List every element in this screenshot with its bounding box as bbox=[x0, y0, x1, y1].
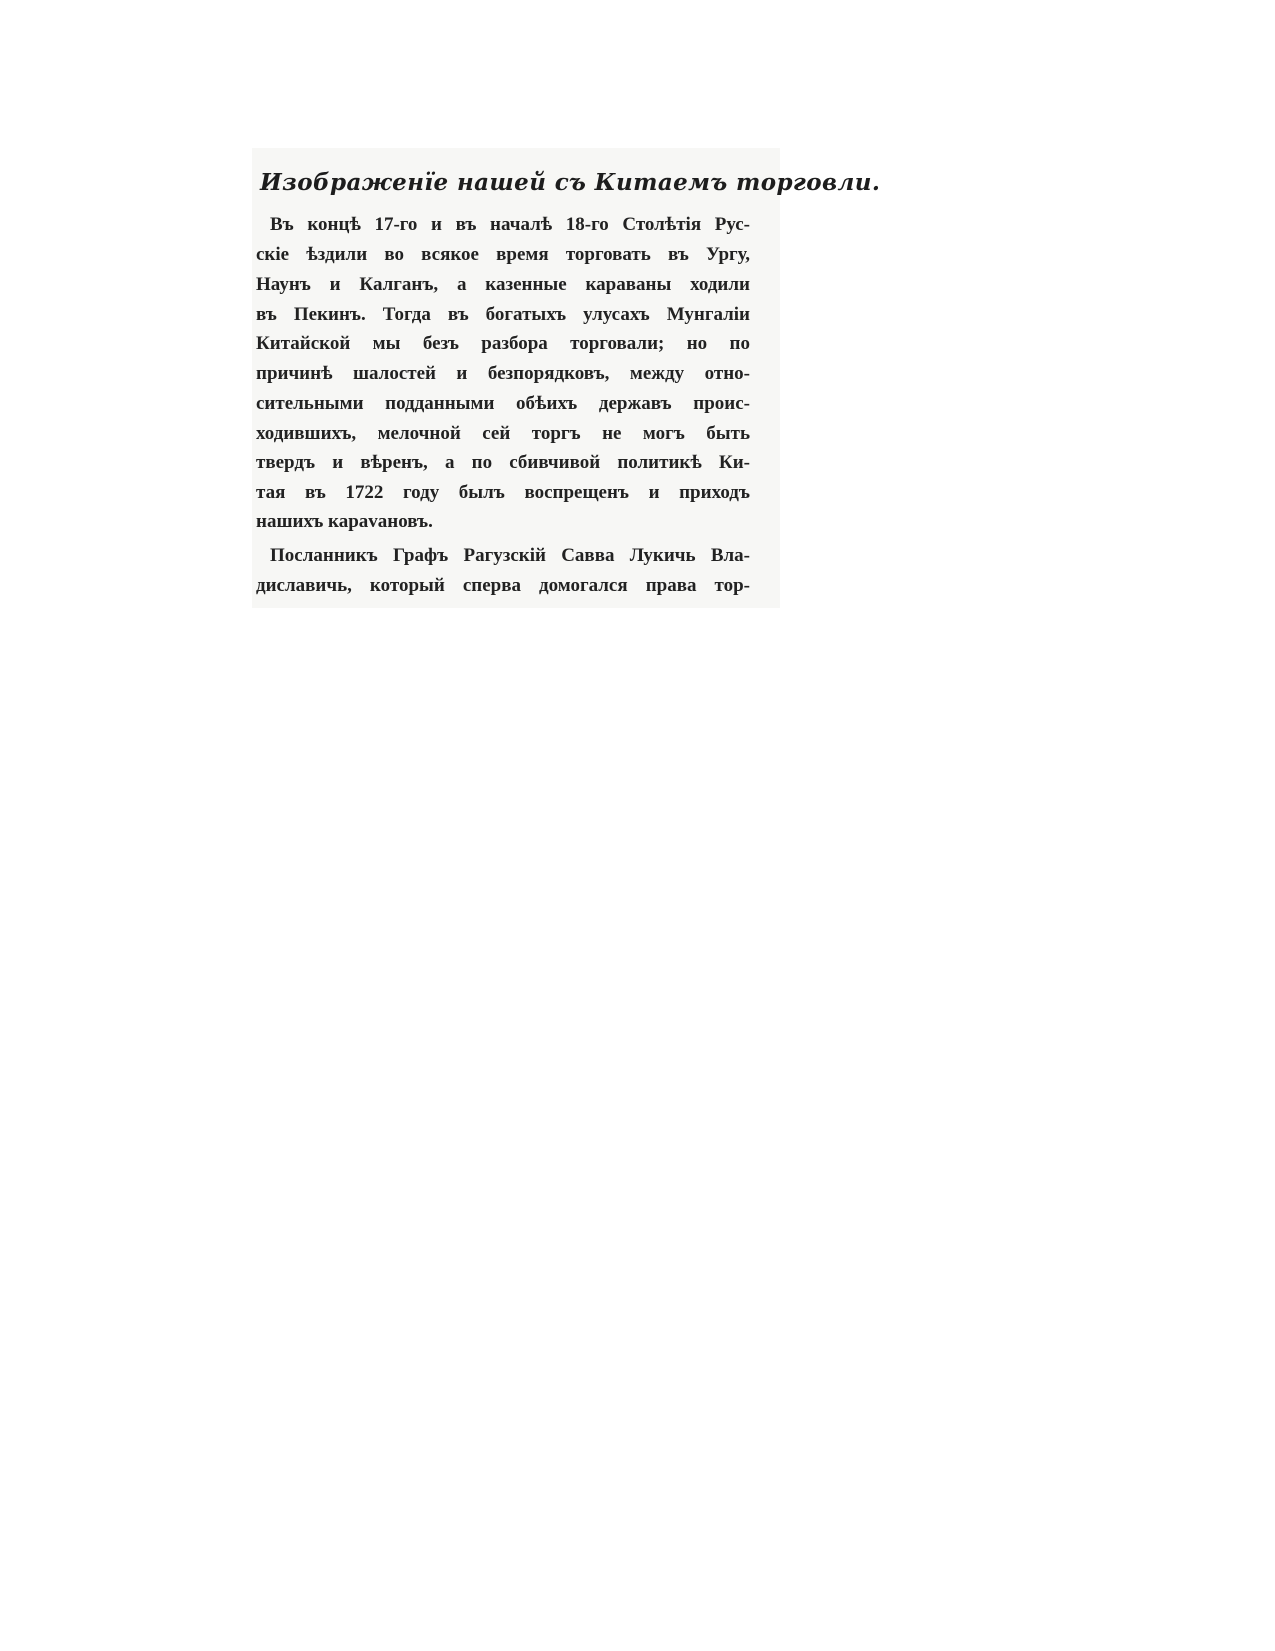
text-line: тая въ 1722 году былъ воспрещенъ и приходъ bbox=[256, 482, 750, 503]
text-line: Китайской мы безъ разбора торговали; но по bbox=[256, 333, 750, 354]
text-line: нашихъ карavановъ. bbox=[256, 511, 433, 532]
text-line: скіе ѣздили во всякое время торговать въ Ургу, bbox=[256, 244, 750, 265]
text-line: Въ концѣ 17-го и въ началѣ 18-го Столѣтія Рус- bbox=[270, 214, 750, 235]
text-line: Посланникъ Графъ Рагузскій Савва Лукичь Вла- bbox=[270, 545, 750, 566]
text-line: ходившихъ, мелочной сей торгъ не могъ быть bbox=[256, 423, 750, 444]
text-line: въ Пекинъ. Тогда въ богатыхъ улусахъ Мунгаліи bbox=[256, 304, 750, 325]
text-line: Наунъ и Калганъ, а казенные караваны ходили bbox=[256, 274, 750, 295]
text-line: твердъ и вѣренъ, а по сбивчивой политикѣ Ки- bbox=[256, 452, 750, 473]
scanned-page-fragment bbox=[252, 148, 881, 608]
text-line: диславичь, который сперва домогался права тор- bbox=[256, 575, 750, 596]
text-line: сительными подданными обѣихъ державъ проис- bbox=[256, 393, 750, 414]
text-line: причинѣ шалостей и безпорядковъ, между отно- bbox=[256, 363, 750, 384]
section-title: Изображенїе нашей съ Китаемъ торговли. bbox=[260, 169, 881, 196]
